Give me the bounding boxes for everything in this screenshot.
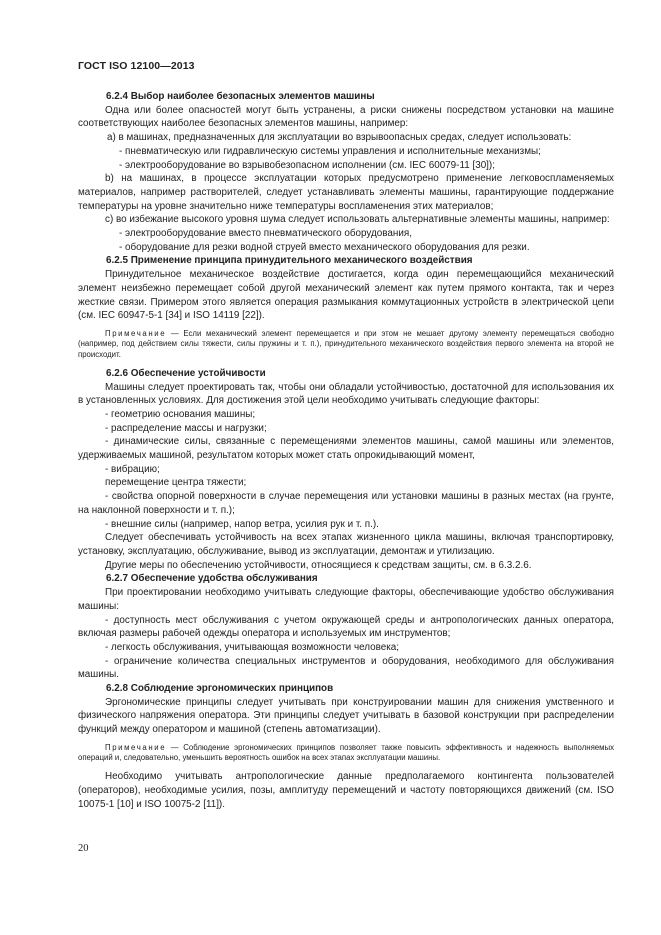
note-label: Примечание (105, 742, 167, 752)
note-text: — Если механический элемент перемещается и при этом не мешает другому элементу перемещаться свободно (например, под действием силы тяжести, силы пружины и т. п.), принудительного механического воздействия первого элемента на второй не происходит. (78, 328, 614, 359)
list-item: - распределение массы и нагрузки; (105, 422, 267, 434)
bullet-item: - оборудование для резки водной струей вместо механического оборудования для резки. (119, 241, 530, 253)
paragraph: При проектировании необходимо учитывать следующие факторы, обеспечивающие удобство обслуживания машины: (78, 587, 614, 612)
paragraph: Необходимо учитывать антропологические данные предполагаемого контингента пользователей (операторов), необходимые усилия, позы, амплитуду перемещений и частоту повторяющихся движений (см. ISO 10075-1 [10] и ISO 10075-2 [11]). (78, 771, 614, 810)
note (78, 743, 614, 764)
bullet-item: - пневматическую или гидравлическую системы управления и исполнительные механизмы; (119, 145, 541, 157)
paragraph: Эргономические принципы следует учитывать при конструировании машин для снижения умственного и физического напряжения оператора. Эти принципы следует учитывать в базовой конструкции при распределении функций между оператором и машиной (степень автоматизации). (78, 696, 614, 736)
list-item: - динамические силы, связанные с перемещениями элементов машины, самой машины или элементов, удерживаемых машиной, результатом которых может стать опрокидывающий момент, (78, 436, 614, 462)
section-heading-6-2-6: 6.2.6 Обеспечение устойчивости (106, 367, 266, 379)
note-label: Примечание (105, 328, 167, 338)
section-heading-6-2-8: 6.2.8 Соблюдение эргономических принципов (106, 683, 334, 695)
paragraph: Следует обеспечивать устойчивость на всех этапах жизненного цикла машины, включая транспортировку, установку, эксплуатацию, обслуживание, вывод из эксплуатации, демонтаж и утилизацию. (78, 532, 614, 557)
paragraph: Принудительное механическое воздействие достигается, когда один перемещающийся механический элемент неизбежно перемещает собой другой механический элемент как путем прямого контакта, так и через жесткие связи. Примером этого является операция размыкания коммутационных устройств в электрической цепи (см. IEC 60947-5-1 [34] и ISO 14119 [22]). (78, 269, 614, 322)
list-item: - доступность мест обслуживания с учетом окружающей среды и антропологических данных оператора, включая размеры рабочей одежды оператора и используемых им инструментов; (78, 614, 614, 640)
paragraph: Одна или более опасностей могут быть устранены, а риски снижены посредством установки на машине соответствующих наиболее безопасных элементов машины, например: (78, 104, 614, 130)
list-item: - ограничение количества специальных инструментов и оборудования, необходимого для обслуживания машины. (78, 655, 614, 681)
paragraph: Другие меры по обеспечению устойчивости, относящиеся к средствам защиты, см. в 6.3.2.6. (105, 559, 532, 571)
page-body (78, 90, 614, 812)
section-heading-6-2-4: 6.2.4 Выбор наиболее безопасных элементов машины (106, 91, 375, 102)
list-item: перемещение центра тяжести; (105, 477, 247, 489)
list-item-c: c) во избежание высокого уровня шума следует использовать альтернативные элементы машины, например: (105, 214, 610, 226)
list-item: - свойства опорной поверхности в случае перемещения или установки машины в разных местах (на грунте, на наклонной поверхности и т. п.); (78, 491, 614, 516)
list-item: - внешние силы (например, напор ветра, усилия рук и т. п.). (105, 518, 379, 530)
note-text: — Соблюдение эргономических принципов позволяет также повысить эффективность и надежность выполняемых операций и, следовательно, уменьшить вероятность ошибок на всех этапах эксплуатации машины. (78, 742, 614, 763)
list-item-a: a) в машинах, предназначенных для эксплуатации во взрывоопасных средах, следует использовать: (107, 132, 572, 144)
document-header: ГОСТ ISO 12100—2013 (78, 60, 195, 72)
note (78, 329, 614, 360)
bullet-item: - электрооборудование во взрывобезопасном исполнении (см. IEC 60079-11 [30]); (119, 159, 495, 171)
list-item: - легкость обслуживания, учитывающая возможности человека; (105, 641, 400, 653)
list-item-b: b) на машинах, в процессе эксплуатации которых предусмотрено применение легковоспламеняемых материалов, например растворителей, следует устанавливать элементы машины, гарантирующие поддержание температуры на уровне значительно ниже температуры воспламенения этих материалов; (78, 173, 614, 212)
list-item: - геометрию основания машины; (105, 408, 256, 420)
list-item: - вибрацию; (105, 463, 160, 475)
page-number: 20 (78, 843, 89, 854)
bullet-item: - электрооборудование вместо пневматического оборудования, (119, 228, 412, 240)
section-heading-6-2-5: 6.2.5 Применение принципа принудительного механического воздействия (106, 255, 473, 267)
section-heading-6-2-7: 6.2.7 Обеспечение удобства обслуживания (106, 573, 318, 585)
paragraph: Машины следует проектировать так, чтобы они обладали устойчивостью, достаточной для использования их в установленных условиях. Для достижения этой цели необходимо учитывать следующие факторы: (78, 381, 614, 407)
